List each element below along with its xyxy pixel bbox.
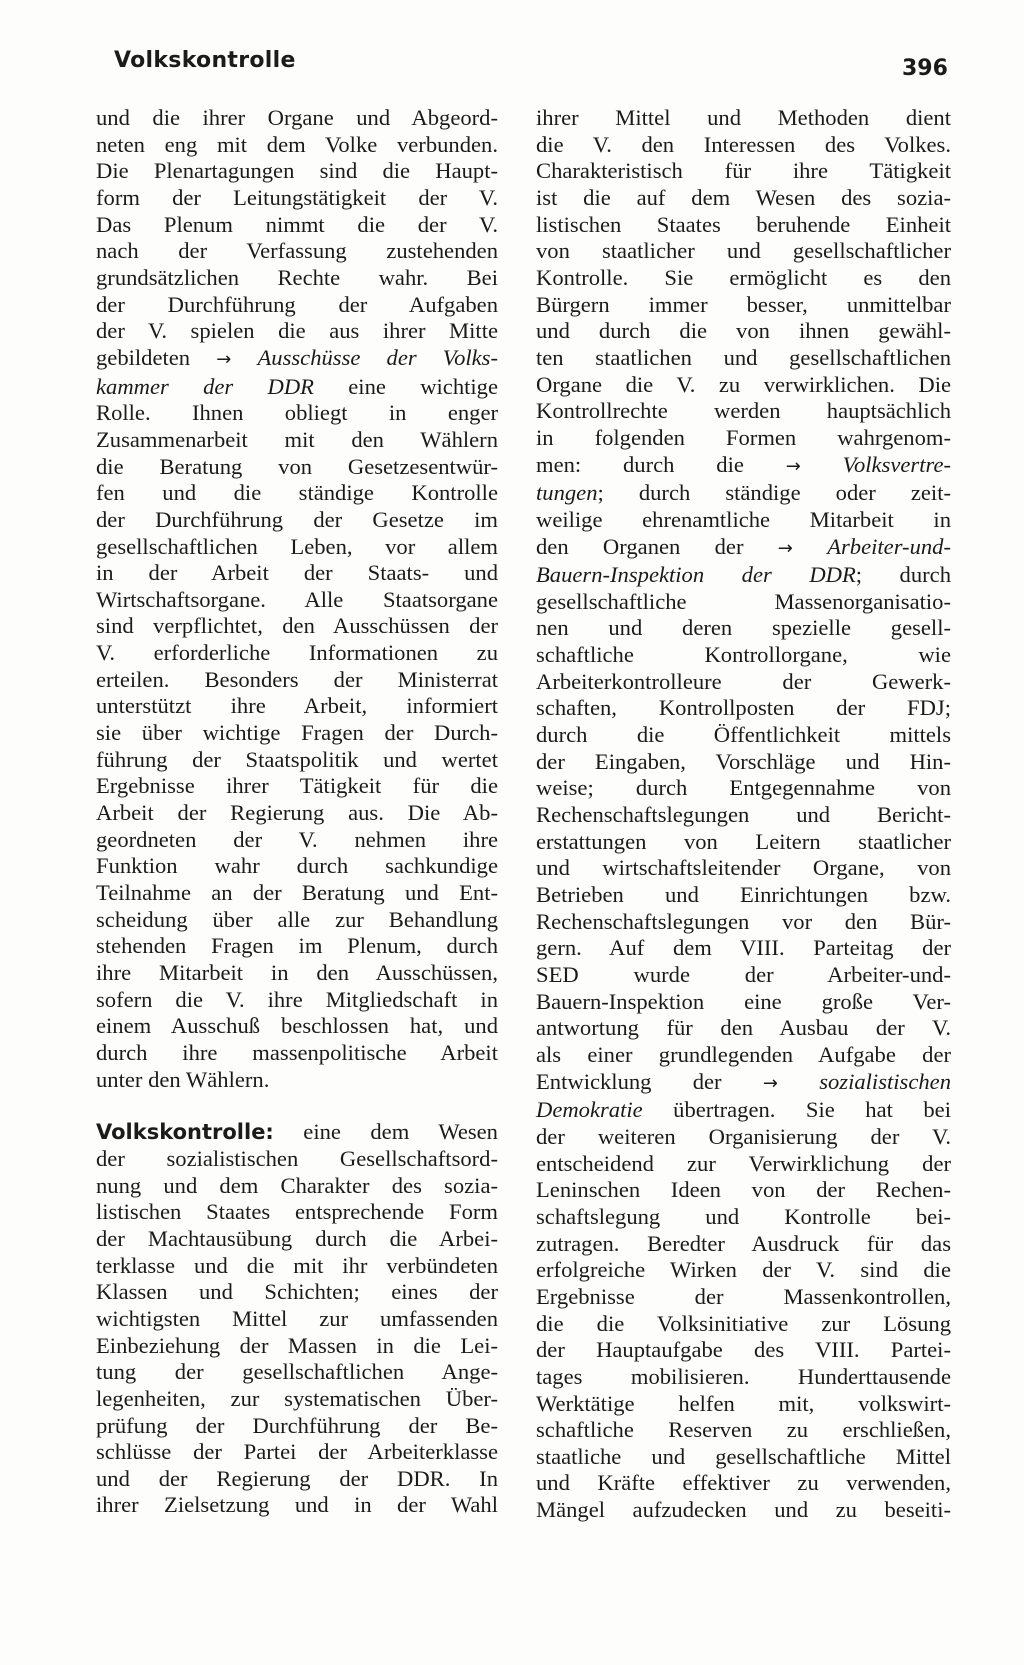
text-line: Klassen und Schichten; eines der [96,1279,498,1305]
text-line: antwortung für den Ausbau der V. [536,1015,951,1041]
text-line: einem Ausschuß beschlossen hat, und [96,1013,498,1039]
text-line: erfolgreiche Wirken der V. sind die [536,1257,951,1283]
entry-heading-line: Volkskontrolle: eine dem Wesen [96,1119,498,1145]
text-line: Funktion wahr durch sachkundige [96,853,498,879]
text-line: tages mobilisieren. Hunderttausende [536,1363,951,1389]
text-line: erstattungen von Leitern staatlicher [536,828,951,854]
entry-term: Volkskontrolle: [96,1120,274,1145]
text-line: der Machtausübung durch die Arbei- [96,1225,498,1251]
text-line: Bürgern immer besser, unmittelbar [536,291,951,317]
right-block-b [536,589,951,1069]
left-continuation-block-2 [96,400,498,1093]
text-line: schlüsse der Partei der Arbeiterklasse [96,1439,498,1465]
text-line: und wirtschaftsleitender Organe, von [536,855,951,881]
text-line: Organe die V. zu verwirklichen. Die [536,371,951,397]
text-line: Leninschen Ideen von der Rechen- [536,1177,951,1203]
text-line: Werktätige helfen mit, volkswirt- [536,1390,951,1416]
text-line: den Organen der → Arbeiter-und- [536,533,951,559]
text-line: neten eng mit dem Volke verbunden. [96,131,498,157]
text-line: SED wurde der Arbeiter-und- [536,962,951,987]
text-line: Mängel aufzudecken und zu beseiti- [536,1497,951,1523]
right-block-c [536,1124,951,1524]
text-line: in folgenden Formen wahrgenom- [536,424,951,450]
text-line: Ergebnisse der Massenkontrollen, [536,1283,951,1309]
text-line: und durch die von ihnen gewähl- [536,318,951,344]
text-line: gesellschaftliche Massenorganisatio- [536,588,951,614]
text-line: der Durchführung der Gesetze im [96,506,498,532]
text-line: Die Plenartagungen sind die Haupt- [96,158,498,184]
text-line: terklasse und die mit ihr verbündeten [96,1252,498,1278]
cross-reference-arrow-icon: → [785,455,801,477]
cross-reference-link[interactable]: Arbeiter-und- [827,533,951,559]
text-line: ten staatlichen und gesellschaftlichen [536,344,951,370]
text-line: Betrieben und Einrichtungen bzw. [536,882,951,908]
cross-reference-link[interactable]: kammer der DDR [96,373,314,399]
text-line: der weiteren Organisierung der V. [536,1123,951,1149]
text-line: der V. spielen die aus ihrer Mitte [96,318,498,344]
text-line: weilige ehrenamtliche Mitarbeit in [536,506,951,532]
text-line: und die ihrer Organe und Abgeord- [96,105,498,130]
cross-reference-link[interactable]: Bauern-Inspektion der DDR [536,562,856,588]
text-line: gesellschaftlichen Leben, vor allem [96,533,498,559]
text-line: nung und dem Charakter des sozia- [96,1172,498,1198]
text-line: gern. Auf dem VIII. Parteitag der [536,935,951,961]
text-line: ihrer Mittel und Methoden dient [536,105,951,130]
text-line: prüfung der Durchführung der Be- [96,1412,498,1438]
text-line: Kontrollrechte werden hauptsächlich [536,398,951,424]
text-line: unter den Wählern. [96,1066,270,1092]
right-block-a [536,105,951,452]
text-line: führung der Staatspolitik und wertet [96,746,498,772]
cross-reference-link[interactable]: Ausschüsse der Volks- [257,344,498,370]
text-line: Arbeit der Regierung aus. Die Ab- [96,800,498,826]
text-line: Das Plenum nimmt die der V. [96,211,498,237]
text-line: Charakteristisch für ihre Tätigkeit [536,158,951,184]
page-number: 396 [902,56,948,81]
text-line: in der Arbeit der Staats- und [96,560,498,586]
entry-definition-block [96,1146,498,1519]
text-line: der Hauptaufgabe des VIII. Partei- [536,1337,951,1363]
text-line: Bauern-Inspektion der DDR; durch [536,562,951,588]
text-line: Einbeziehung der Massen in die Lei- [96,1332,498,1358]
text-line: Demokratie übertragen. Sie hat bei [536,1097,951,1123]
text-line: scheidung über alle zur Behandlung [96,906,498,932]
text-line: erteilen. Besonders der Ministerrat [96,666,498,692]
text-line: V. erforderliche Informationen zu [96,640,498,666]
text-line: kammer der DDR eine wichtige [96,373,498,399]
text-line: Rolle. Ihnen obliegt in enger [96,400,498,426]
text-line: Entwicklung der → sozialistischen [536,1068,952,1094]
running-head: Volkskontrolle [114,48,296,73]
text-line: sind verpflichtet, den Ausschüssen der [96,613,498,639]
text-line: schaftslegung und Kontrolle bei- [536,1203,951,1229]
text-line: Wirtschaftsorgane. Alle Staatsorgane [96,586,498,612]
cross-reference-arrow-icon: → [216,348,232,370]
text-line: nen und deren spezielle gesell- [536,615,951,641]
text-line: der Durchführung der Aufgaben [96,291,498,317]
cross-reference-link[interactable]: sozialistischen [819,1068,952,1094]
text-line: wichtigsten Mittel zur umfassenden [96,1305,498,1331]
text-line: Rechenschaftslegungen vor den Bür- [536,908,951,934]
text-line: men: durch die → Volksvertre- [536,451,951,477]
text-line: als einer grundlegenden Aufgabe der [536,1041,951,1067]
text-line: zutragen. Beredter Ausdruck für das [536,1230,951,1256]
text-line: sofern die V. ihre Mitgliedschaft in [96,986,498,1012]
text-line: tungen; durch ständige oder zeit- [536,480,951,506]
text-line: sie über wichtige Fragen der Durch- [96,720,498,746]
right-column [536,105,951,1524]
text-line: geordneten der V. nehmen ihre [96,826,498,852]
text-line: fen und die ständige Kontrolle [96,480,498,506]
text-line: ihrer Zielsetzung und in der Wahl [96,1492,498,1518]
text-line: die Beratung von Gesetzesentwür- [96,453,498,479]
text-line: schaftliche Reserven zu erschließen, [536,1417,951,1443]
left-column [96,105,498,1519]
text-line: ihre Mitarbeit in den Ausschüssen, [96,960,498,985]
text-line: listischen Staates beruhende Einheit [536,211,951,237]
text-line: grundsätzlichen Rechte wahr. Bei [96,264,498,290]
text-line: listischen Staates entsprechende Form [96,1199,498,1225]
text-line: unterstützt ihre Arbeit, informiert [96,693,498,719]
text-line: Ergebnisse ihrer Tätigkeit für die [96,773,498,799]
text-line: stehenden Fragen im Plenum, durch [96,933,498,959]
text-line: durch ihre massenpolitische Arbeit [96,1039,498,1065]
text-line: nach der Verfassung zustehenden [96,238,498,264]
text-line: der sozialistischen Gesellschaftsord- [96,1145,498,1171]
cross-reference-arrow-icon: → [777,537,793,559]
cross-reference-link[interactable]: Demokratie [536,1097,643,1123]
text-line: form der Leitungstätigkeit der V. [96,184,498,210]
cross-reference-link[interactable]: tungen [536,480,598,506]
text-line: legenheiten, zur systematischen Über- [96,1385,498,1411]
text-line: der Eingaben, Vorschläge und Hin- [536,748,951,774]
text-line: Bauern-Inspektion eine große Ver- [536,988,951,1014]
left-continuation-block [96,105,498,345]
text-line: Teilnahme an der Beratung und Ent- [96,880,498,906]
text-line: die V. den Interessen des Volkes. [536,131,951,157]
text-line: weise; durch Entgegennahme von [536,775,951,801]
text-line: schaften, Kontrollposten der FDJ; [536,695,951,721]
text-line: Zusammenarbeit mit den Wählern [96,426,498,452]
text-line: die die Volksinitiative zur Lösung [536,1310,951,1336]
text-line: von staatlicher und gesellschaftlicher [536,238,951,264]
text-line: gebildeten → Ausschüsse der Volks- [96,344,498,370]
text-line: Kontrolle. Sie ermöglicht es den [536,264,951,290]
text-line: staatliche und gesellschaftliche Mittel [536,1443,951,1469]
text-line: entscheidend zur Verwirklichung der [536,1150,951,1176]
text-line: und der Regierung der DDR. In [96,1465,498,1491]
text-line: tung der gesellschaftlichen Ange- [96,1359,498,1385]
text-line: durch die Öffentlichkeit mittels [536,722,951,748]
cross-reference-link[interactable]: Volksvertre- [842,451,951,477]
text-line: Rechenschaftslegungen und Bericht- [536,802,951,828]
cross-reference-arrow-icon: → [762,1072,778,1094]
text-line: Arbeiterkontrolleure der Gewerk- [536,668,951,694]
text-line: und Kräfte effektiver zu verwenden, [536,1470,951,1496]
text-line: ist die auf dem Wesen des sozia- [536,184,951,210]
text-line: schaftliche Kontrollorgane, wie [536,642,951,668]
